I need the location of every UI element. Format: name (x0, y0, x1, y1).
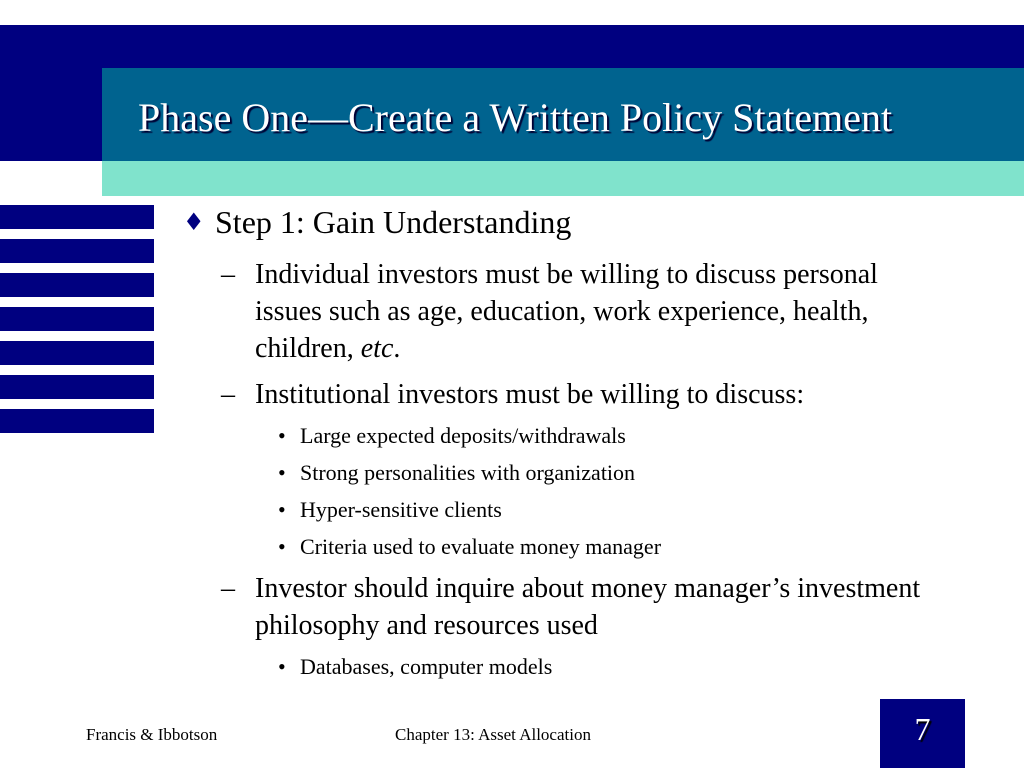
list-item (278, 422, 983, 450)
list-item-text: Strong personalities with organization (300, 460, 636, 485)
list-item (278, 653, 983, 681)
stripe (0, 273, 154, 297)
stripe (0, 239, 154, 263)
diamond-bullet-icon: ♦ (183, 208, 205, 236)
stripe (0, 307, 154, 331)
list-item-text: Databases, computer models (300, 654, 553, 679)
footer-author: Francis & Ibbotson (86, 725, 218, 744)
page-number-badge (880, 699, 965, 768)
bullet-marker: • (278, 460, 286, 485)
list-item (278, 496, 983, 524)
sub-point-inquire (221, 570, 935, 644)
step-heading-text: Step 1: Gain Understanding (215, 204, 572, 240)
dash-marker: – (221, 573, 235, 604)
bullet-marker: • (278, 534, 286, 559)
list-item (278, 459, 983, 487)
footer-chapter: Chapter 13: Asset Allocation (395, 725, 591, 744)
accent-band (102, 161, 1024, 196)
slide-title: Phase One—Create a Written Policy Statement (138, 95, 893, 140)
stripe (0, 375, 154, 399)
dash-marker: – (221, 379, 235, 410)
sub-point-individual (221, 256, 935, 367)
slide-body (183, 202, 983, 681)
page-number: 7 (914, 711, 931, 747)
decorative-stripes (0, 205, 154, 443)
sub-point-institutional (221, 376, 935, 413)
list-item (278, 533, 983, 561)
sub-point-text: Institutional investors must be willing to discuss: (255, 379, 805, 410)
bullet-marker: • (278, 654, 286, 679)
sub-point-text: Individual investors must be willing to discuss personal issues such as age, education, work experience, health, children, (255, 259, 878, 364)
stripe (0, 409, 154, 433)
stripe (0, 205, 154, 229)
sub-point-tail: . (393, 333, 401, 364)
bullet-marker: • (278, 423, 286, 448)
dash-marker: – (221, 259, 235, 290)
list-item-text: Hyper-sensitive clients (300, 497, 502, 522)
list-item-text: Large expected deposits/withdrawals (300, 423, 626, 448)
stripe (0, 341, 154, 365)
bullet-marker: • (278, 497, 286, 522)
sub-point-italic: etc (360, 333, 394, 364)
list-item-text: Criteria used to evaluate money manager (300, 534, 662, 559)
step-heading (183, 202, 983, 242)
sub-point-text: Investor should inquire about money manager’s investment philosophy and resources used (255, 573, 921, 641)
